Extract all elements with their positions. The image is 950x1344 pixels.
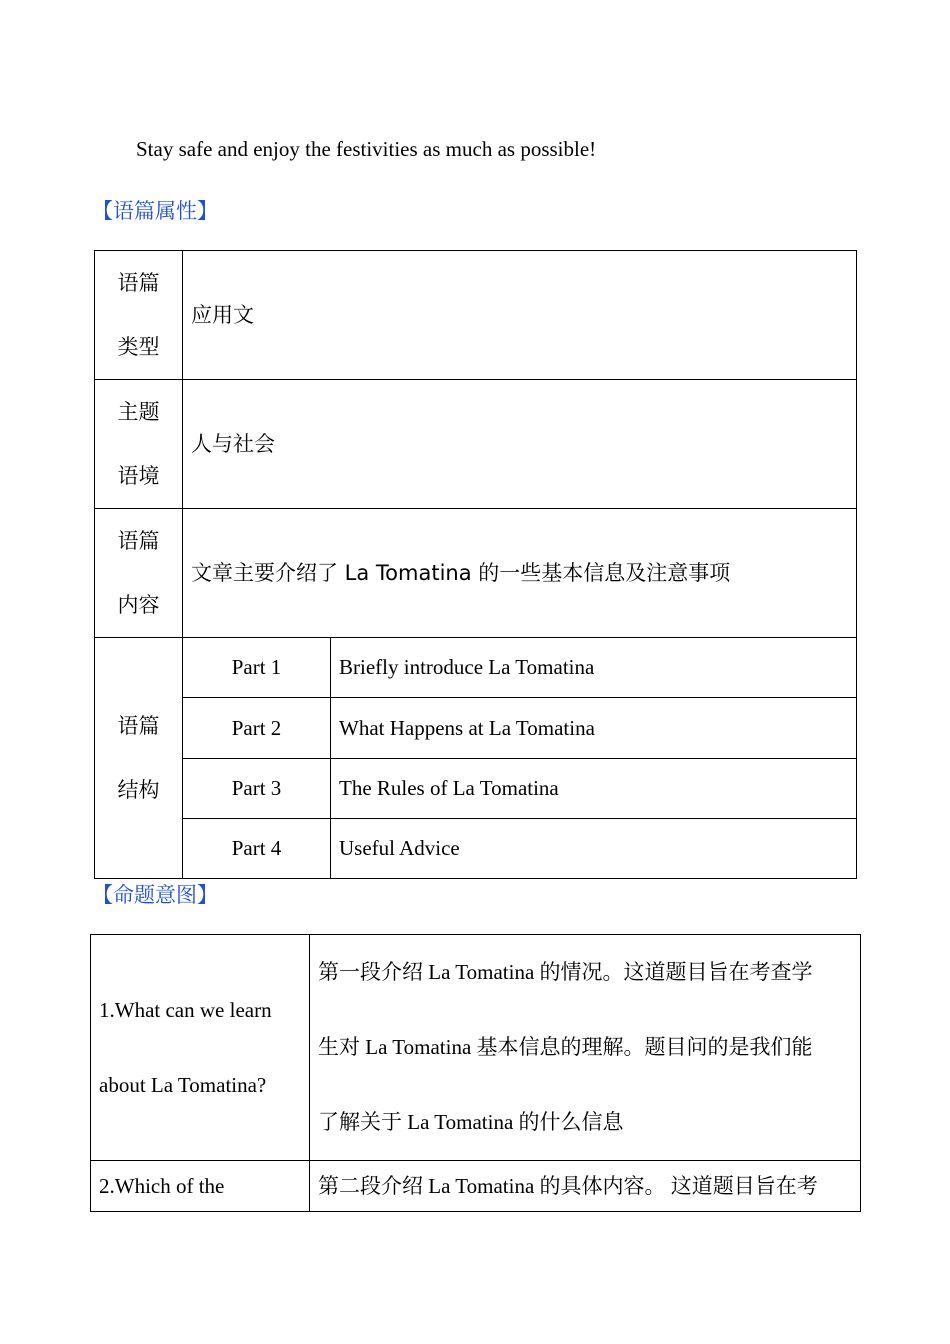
theme-label: 主题 语境	[95, 380, 183, 509]
structure-row	[95, 819, 857, 879]
theme-row	[95, 380, 857, 509]
part-description: What Happens at La Tomatina	[331, 698, 857, 759]
theme-value: 人与社会	[183, 380, 857, 509]
question-cell	[91, 1161, 310, 1212]
part-number: Part 2	[183, 698, 331, 759]
part-number: Part 1	[183, 638, 331, 698]
part-number: Part 3	[183, 759, 331, 819]
part-number: Part 4	[183, 819, 331, 879]
part-description: Briefly introduce La Tomatina	[331, 638, 857, 698]
type-label: 语篇 类型	[95, 251, 183, 380]
type-value: 应用文	[183, 251, 857, 380]
answer-line: 第一段介绍 La Tomatina 的情况。这道题目旨在考查学	[318, 960, 813, 984]
answer-line: 生对 La Tomatina 基本信息的理解。题目问的是我们能	[318, 1035, 813, 1059]
question-line: 1.What can we learn	[99, 997, 272, 1022]
answer-line: 第二段介绍 La Tomatina 的具体内容。 这道题目旨在考	[318, 1174, 818, 1198]
structure-row	[95, 759, 857, 819]
content-label: 语篇 内容	[95, 509, 183, 638]
answer-line: 了解关于 La Tomatina 的什么信息	[318, 1110, 624, 1134]
part-description: The Rules of La Tomatina	[331, 759, 857, 819]
attributes-table	[94, 250, 857, 879]
answer-cell	[310, 935, 861, 1161]
question-cell	[91, 935, 310, 1161]
structure-row	[95, 638, 857, 698]
intent-table	[90, 934, 861, 1212]
content-row	[95, 509, 857, 638]
content-value: 文章主要介绍了 La Tomatina 的一些基本信息及注意事项	[183, 509, 857, 638]
answer-cell	[310, 1161, 861, 1212]
question-row	[91, 1161, 861, 1212]
section-heading-attributes: 【语篇属性】	[92, 199, 218, 223]
structure-label: 语篇 结构	[95, 638, 183, 879]
type-row	[95, 251, 857, 380]
question-row	[91, 935, 861, 1161]
part-description: Useful Advice	[331, 819, 857, 879]
structure-row	[95, 698, 857, 759]
closing-sentence: Stay safe and enjoy the festivities as much as possible!	[136, 137, 597, 161]
question-line: about La Tomatina?	[99, 1072, 267, 1097]
question-line: 2.Which of the	[99, 1174, 225, 1198]
section-heading-intent: 【命题意图】	[92, 883, 218, 907]
